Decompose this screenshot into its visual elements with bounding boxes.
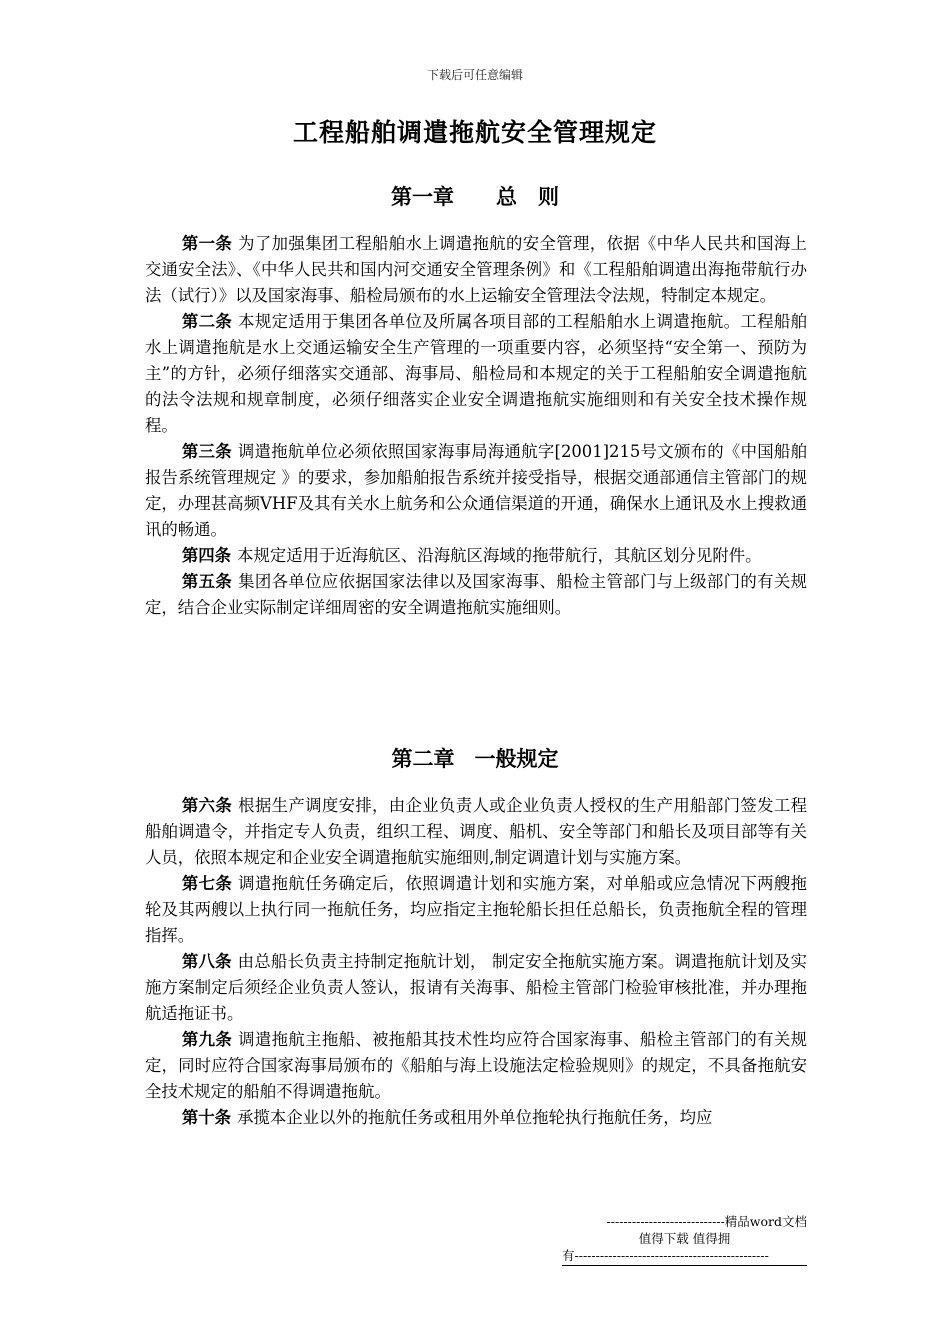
chapter-1-body [145, 231, 807, 621]
article-3 [145, 439, 807, 543]
chapter-2-heading [0, 743, 950, 773]
article-text: 本规定适用于近海航区、沿海航区海域的拖带航行，其航区划分见附件。 [237, 546, 762, 565]
footer-line-3: 有---------------------------------------------- [562, 1248, 769, 1263]
article-number: 第六条 [181, 796, 233, 815]
article-5 [145, 569, 807, 621]
article-number: 第一条 [181, 234, 233, 253]
article-text: 集团各单位应依据国家法律以及国家海事、船检主管部门与上级部门的有关规定，结合企业实际制定详细周密的安全调遣拖航实施细则。 [145, 572, 808, 617]
article-4 [145, 543, 807, 569]
chapter-name: 总 则 [496, 184, 559, 209]
chapter-2-body [145, 793, 807, 1131]
footer-line-2: 值得下载 值得拥 [638, 1231, 731, 1246]
article-number: 第二条 [181, 312, 233, 331]
article-text: 调遣拖航单位必须依照国家海事局海通航字[2001]215号文颁布的《中国船舶报告系统管理规定 》的要求，参加船舶报告系统并接受指导，根据交通部通信主管部门的规定，办理甚高频VHF及其有关水上航务和公众通信渠道的开通，确保水上通讯及水上搜救通讯的畅通。 [145, 442, 807, 539]
article-9 [145, 1027, 807, 1105]
article-text: 调遣拖航任务确定后，依照调遣计划和实施方案，对单船或应急情况下两艘拖轮及其两艘以上执行同一拖航任务，均应指定主拖轮船长担任总船长，负责拖航全程的管理指挥。 [145, 874, 808, 945]
article-1 [145, 231, 807, 309]
article-number: 第七条 [181, 874, 233, 893]
article-7 [145, 871, 807, 949]
chapter-number: 第二章 [391, 746, 455, 771]
document-title: 工程船舶调遣拖航安全管理规定 [292, 118, 657, 147]
footer-line-1: ----------------------------精品word文档 [606, 1214, 807, 1229]
article-text: 为了加强集团工程船舶水上调遣拖航的安全管理，依据《中华人民共和国海上交通安全法》、《中华人民共和国内河交通安全管理条例》和《工程船舶调遣出海拖带航行办法（试行）》以及国家海事、船检局颁布的水上运输安全管理法令法规，特制定本规定。 [145, 234, 808, 305]
article-number: 第九条 [181, 1030, 233, 1049]
footer-note [562, 1213, 807, 1266]
header-note: 下载后可任意编辑 [426, 68, 523, 82]
chapter-number: 第一章 [391, 184, 454, 209]
article-text: 本规定适用于集团各单位及所属各项目部的工程船舶水上调遣拖航。工程船舶水上调遣拖航是水上交通运输安全生产管理的一项重要内容，必须坚持“安全第一、预防为主”的方针，必须仔细落实交通部、海事局、船检局和本规定的关于工程船舶安全调遣拖航的法令法规和规章制度，必须仔细落实企业安全调遣拖航实施细则和有关安全技术操作规程。 [145, 312, 808, 435]
article-number: 第三条 [181, 442, 232, 461]
article-8 [145, 949, 807, 1027]
article-2 [145, 309, 807, 439]
article-text: 由总船长负责主持制定拖航计划， 制定安全拖航实施方案。调遣拖航计划及实施方案制定后须经企业负责人签认，报请有关海事、船检主管部门检验审核批准，并办理拖航适拖证书。 [145, 952, 807, 1023]
article-number: 第四条 [181, 546, 232, 565]
article-number: 第八条 [181, 952, 232, 971]
article-text: 根据生产调度安排，由企业负责人或企业负责人授权的生产用船部门签发工程船舶调遣令，并指定专人负责，组织工程、调度、船机、安全等部门和船长及项目部等有关人员，依照本规定和企业安全调遣拖航实施细则,制定调遣计划与实施方案。 [145, 796, 808, 867]
article-text: 承揽本企业以外的拖航任务或租用外单位拖轮执行拖航任务，均应 [237, 1108, 713, 1127]
chapter-1-heading [0, 181, 950, 211]
article-10 [145, 1105, 807, 1131]
article-number: 第五条 [181, 572, 233, 591]
article-6 [145, 793, 807, 871]
chapter-name: 一般规定 [474, 746, 559, 771]
article-number: 第十条 [181, 1108, 232, 1127]
footer-rule [562, 1265, 807, 1266]
article-text: 调遣拖航主拖船、被拖船其技术性均应符合国家海事、船检主管部门的有关规定，同时应符合国家海事局颁布的《船舶与海上设施法定检验规则》的规定，不具备拖航安全技术规定的船舶不得调遣拖航。 [145, 1030, 808, 1101]
